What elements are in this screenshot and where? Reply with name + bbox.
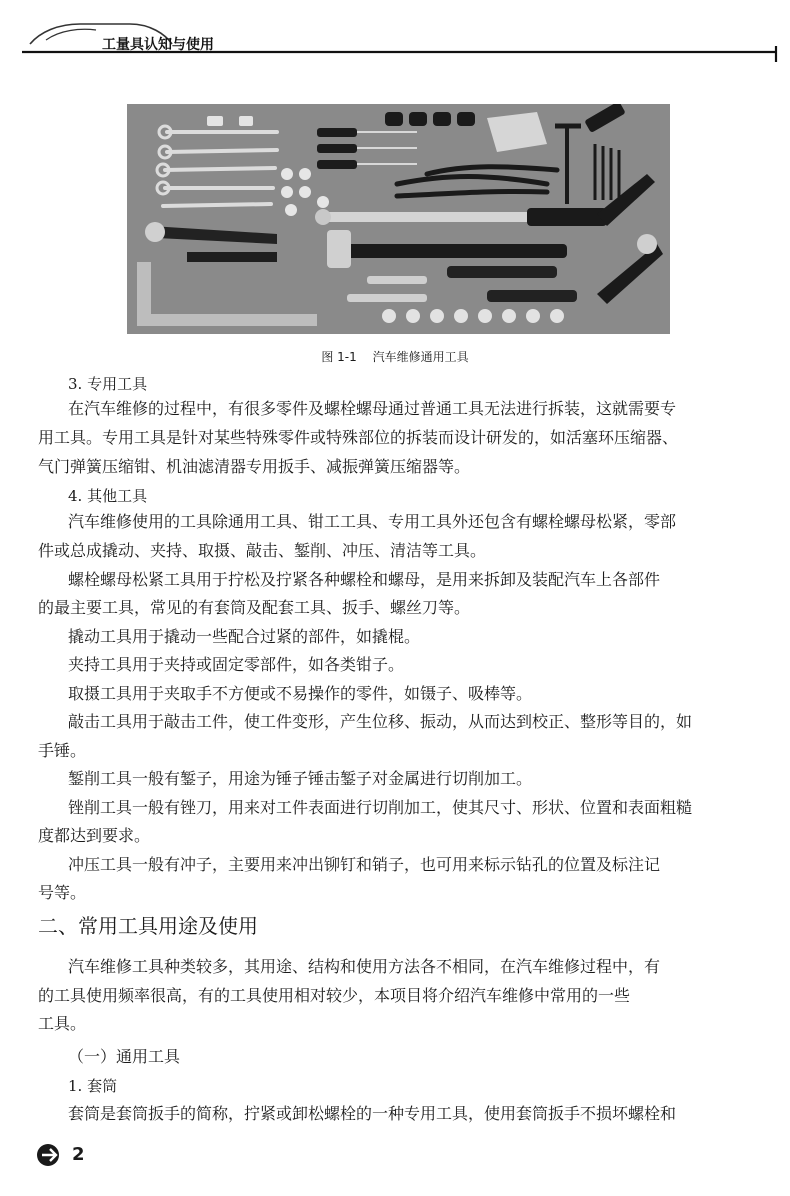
paragraph-line: 的最主要工具，常见的有套筒及配套工具、扳手、螺丝刀等。 [38, 598, 471, 617]
paragraph-line: 錾削工具一般有錾子，用途为锤子锤击錾子对金属进行切削加工。 [68, 769, 533, 788]
figure-caption-text: 汽车维修通用工具 [372, 350, 469, 364]
paragraph-line: 的工具使用频率很高，有的工具使用相对较少，本项目将介绍汽车维修中常用的一些 [38, 986, 631, 1005]
paragraph-line: 螺栓螺母松紧工具用于拧松及拧紧各种螺栓和螺母，是用来拆卸及装配汽车上各部件 [68, 570, 661, 589]
paragraph-line: 手锤。 [38, 741, 87, 760]
figure-number: 图 1-1 [321, 350, 357, 364]
tools-photo [127, 104, 670, 334]
running-header [0, 0, 790, 62]
paragraph-line: 夹持工具用于夹持或固定零部件，如各类钳子。 [68, 655, 405, 674]
section-heading: 二、常用工具用途及使用 [38, 914, 258, 938]
header-title: 工量具认知与使用 [102, 37, 214, 53]
paragraph-line: 套筒是套筒扳手的简称，拧紧或卸松螺栓的一种专用工具，使用套筒扳手不损坏螺栓和 [68, 1104, 677, 1123]
paragraph-line: 件或总成撬动、夹持、取摄、敲击、錾削、冲压、清洁等工具。 [38, 541, 487, 560]
paragraph-line: 工具。 [38, 1014, 87, 1033]
item-title: 1. 套筒 [68, 1077, 118, 1095]
paragraph-line: 取摄工具用于夹取手不方便或不易操作的零件，如镊子、吸棒等。 [68, 684, 533, 703]
subsection-heading: （一）通用工具 [68, 1047, 181, 1066]
paragraph-line: 用工具。专用工具是针对某些特殊零件或特殊部位的拆装而设计研发的，如活塞环压缩器、 [38, 428, 679, 447]
paragraph-line: 敲击工具用于敲击工件，使工件变形，产生位移、振动，从而达到校正、整形等目的，如 [68, 712, 693, 731]
paragraph-line: 气门弹簧压缩钳、机油滤清器专用扳手、减振弹簧压缩器等。 [38, 457, 471, 476]
paragraph-line: 汽车维修使用的工具除通用工具、钳工工具、专用工具外还包含有螺栓螺母松紧，零部 [68, 512, 677, 531]
heading-special-tools: 3. 专用工具 [68, 375, 148, 393]
paragraph-line: 号等。 [38, 883, 87, 902]
heading-other-tools: 4. 其他工具 [68, 487, 148, 505]
figure-caption [0, 348, 790, 365]
paragraph-line: 汽车维修工具种类较多，其用途、结构和使用方法各不相同，在汽车维修过程中，有 [68, 957, 661, 976]
paragraph-line: 冲压工具一般有冲子，主要用来冲出铆钉和销子，也可用来标示钻孔的位置及标注记 [68, 855, 661, 874]
page-number: 2 [72, 1144, 85, 1165]
paragraph-line: 度都达到要求。 [38, 826, 151, 845]
arrow-icon [36, 1143, 64, 1167]
paragraph-line: 锉削工具一般有锉刀，用来对工件表面进行切削加工，使其尺寸、形状、位置和表面粗糙 [68, 798, 693, 817]
paragraph-line: 撬动工具用于撬动一些配合过紧的部件，如撬棍。 [68, 627, 421, 646]
paragraph-line: 在汽车维修的过程中，有很多零件及螺栓螺母通过普通工具无法进行拆装，这就需要专 [68, 399, 677, 418]
